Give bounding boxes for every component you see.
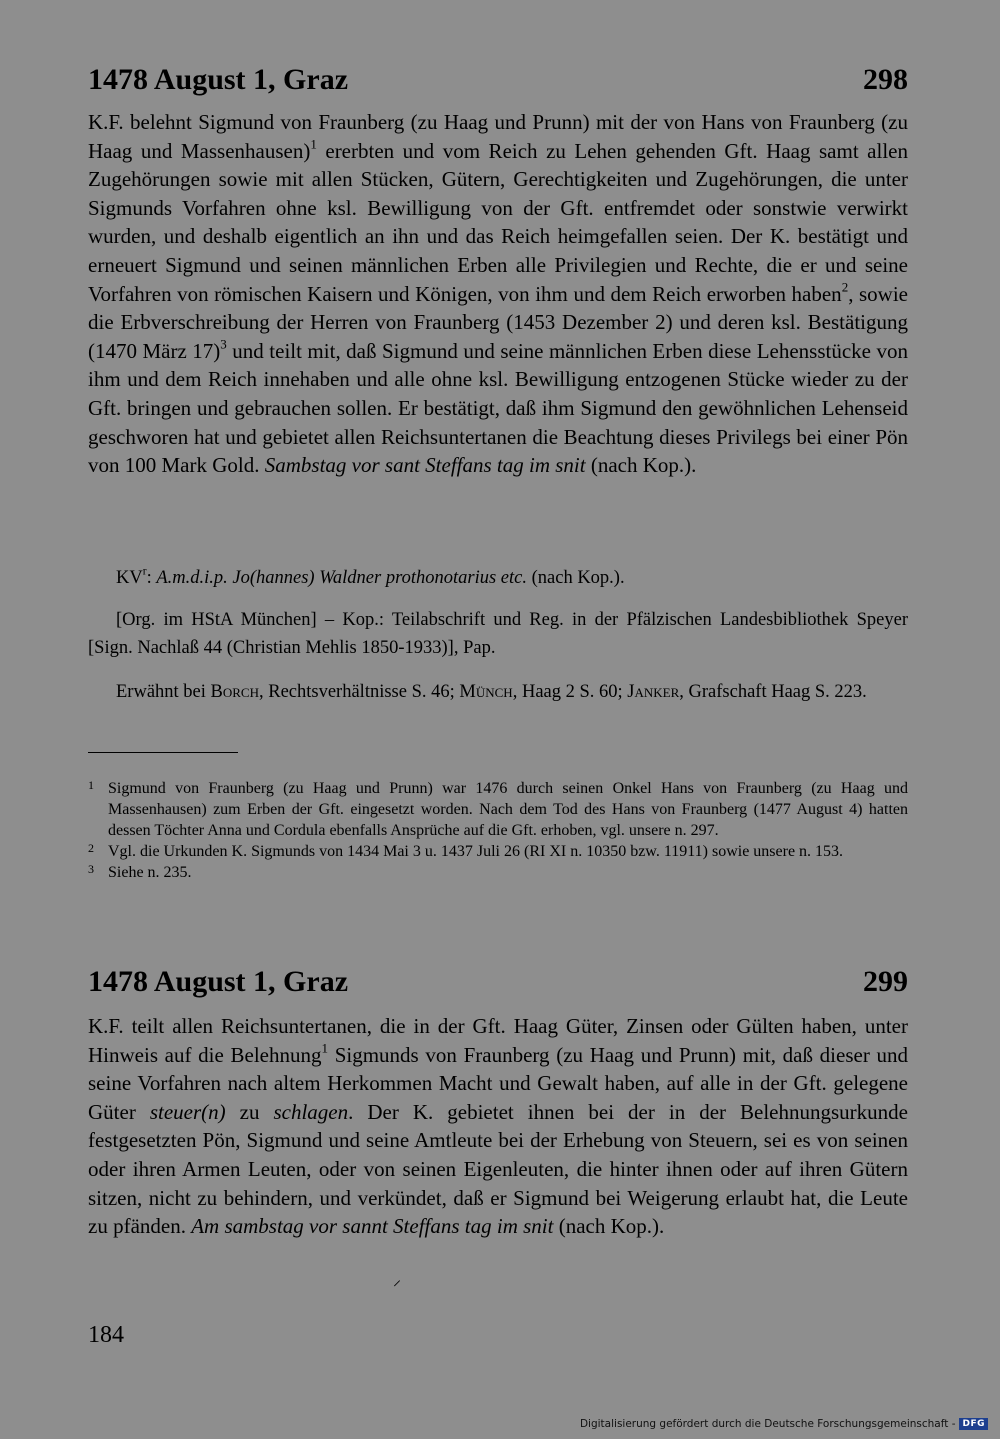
footnote-ref: 2 bbox=[841, 278, 849, 294]
funding-text: Digitalisierung gefördert durch die Deutsche Forschungsgemeinschaft - bbox=[579, 1418, 956, 1430]
footnote-3: 3 Siehe n. 235. bbox=[88, 862, 192, 881]
footnotes bbox=[88, 778, 908, 883]
page-number: 184 bbox=[88, 1322, 124, 1348]
footnote-1: 1 Sigmund von Fraunberg (zu Haag und Prunn) war 1476 durch seinen Onkel Hans von Fraunberg (zu Haag und Massenhausen) zum Erben der Gft. eingesetzt worden. Nach dem Tod des Hans von Fraunberg (1477 August 4) hatten dessen Töchter Anna und Cordula ebenfalls Ansprüche auf die Gft. erhoben, vgl. unsere n. 297. bbox=[88, 778, 908, 839]
entry-date: 1478 August 1, Graz bbox=[88, 63, 349, 96]
footnote-ref: 1 bbox=[321, 1039, 329, 1055]
entry-number: 299 bbox=[863, 965, 908, 998]
footnote-2: 2 Vgl. die Urkunden K. Sigmunds von 1434 Mai 3 u. 1437 Juli 26 (RI XI n. 10350 bzw. 11911) sowie unsere n. 153. bbox=[88, 841, 844, 860]
regest-text: K.F. belehnt Sigmund von Fraunberg (zu Haag und Prunn) mit der von Hans von Fraunberg (zu Haag und Massenhausen)$^1$ ererbten und vom Reich zu Lehen gehenden Gft. Haag samt allen Zugehörungen sowie mit allen Stücken, Gütern, Gerechtigkeiten und Zugehörungen, die unter Sigmunds Vorfahren ohne ksl. Bewilligung von der Gft. entfremdet oder sonstwie verwirkt wurden, und deshalb eigentlich an ihn und das Reich heimgefallen seien. Der K. bestätigt und erneuert Sigmund und seinen männlichen Erben alle Privilegien und Rechte, die er und seine Vorfahren von römischen Kaisern und Königen, von ihm und dem Reich erworben haben$^2$, sowie die Erbverschreibung der Herren von Fraunberg (1453 Dezember 2) und deren ksl. Bestätigung (1470 März 17)$^3$ und teilt mit, daß Sigmund und seine männlichen Erben diese Lehensstücke von ihm und dem Reich innehaben und alle ohne ksl. Bewilligung entzogenen Stücke wieder zu der Gft. bringen und gebrauchen sollen. Er bestätigt, daß ihm Sigmund den gewöhnlichen Lehenseid geschworen hat und gebietet allen Reichsuntertanen die Beachtung dieses Privilegs bei einer Pön von 100 Mark Gold. Sambstag vor sant Steffans tag im snit (nach Kop.). bbox=[88, 110, 908, 478]
entry-number: 298 bbox=[863, 63, 908, 96]
funding-footer bbox=[580, 1418, 988, 1430]
entry-date: 1478 August 1, Graz bbox=[88, 965, 349, 998]
original-dating: Sambstag vor sant Steffans tag im snit bbox=[264, 453, 586, 478]
footnote-divider bbox=[88, 752, 238, 753]
entry-header-299 bbox=[88, 962, 908, 1002]
literature-note: Erwähnt bei Borch, Rechtsverhältnisse S. 46; Münch, Haag 2 S. 60; Janker, Grafschaft Haag S. 223. bbox=[116, 682, 867, 702]
stray-mark: ⸝ bbox=[393, 1272, 402, 1289]
original-dating: Am sambstag vor sannt Steffans tag im snit bbox=[191, 1214, 554, 1239]
footnote-ref: 3 bbox=[220, 336, 227, 351]
entry-header-298 bbox=[88, 60, 908, 100]
kanzleivermerk: $KV^r$: A.m.d.i.p. Jo(hannes) Waldner prothonotarius etc. (nach Kop.). bbox=[116, 565, 625, 588]
dfg-logo-icon: DFG bbox=[959, 1418, 988, 1430]
footnote-ref: 1 bbox=[310, 135, 317, 151]
source-note: [Org. im HStA München] – Kop.: Teilabschrift und Reg. in der Pfälzischen Landesbibliothek Speyer [Sign. Nachlaß 44 (Christian Mehlis 1850-1933)], Pap. bbox=[88, 610, 908, 658]
regest-text: K.F. teilt allen Reichsuntertanen, die in der Gft. Haag Güter, Zinsen oder Gülten haben, unter Hinweis auf die Belehnung$^1$ Sigmunds von Fraunberg (zu Haag und Prunn) mit, daß dieser und seine Vorfahren nach altem Herkommen Macht und Gewalt haben, auf alle in der Gft. gelegene Güter steuer(n) zu schlagen. Der K. gebietet ihnen bei der in der Belehnungsurkunde festgesetzten Pön, Sigmund und seine Amtleute bei der Erhebung von Steuern, sei es von seinen oder ihren Armen Leuten, oder von seinen Eigenleuten, die hinter ihnen oder auf ihren Gütern sitzen, nicht zu behindern, und verkündet, daß er Sigmund bei Weigerung erlaubt hat, die Leute zu pfänden. Am sambstag vor sannt Steffans tag im snit (nach Kop.). bbox=[88, 1014, 908, 1239]
